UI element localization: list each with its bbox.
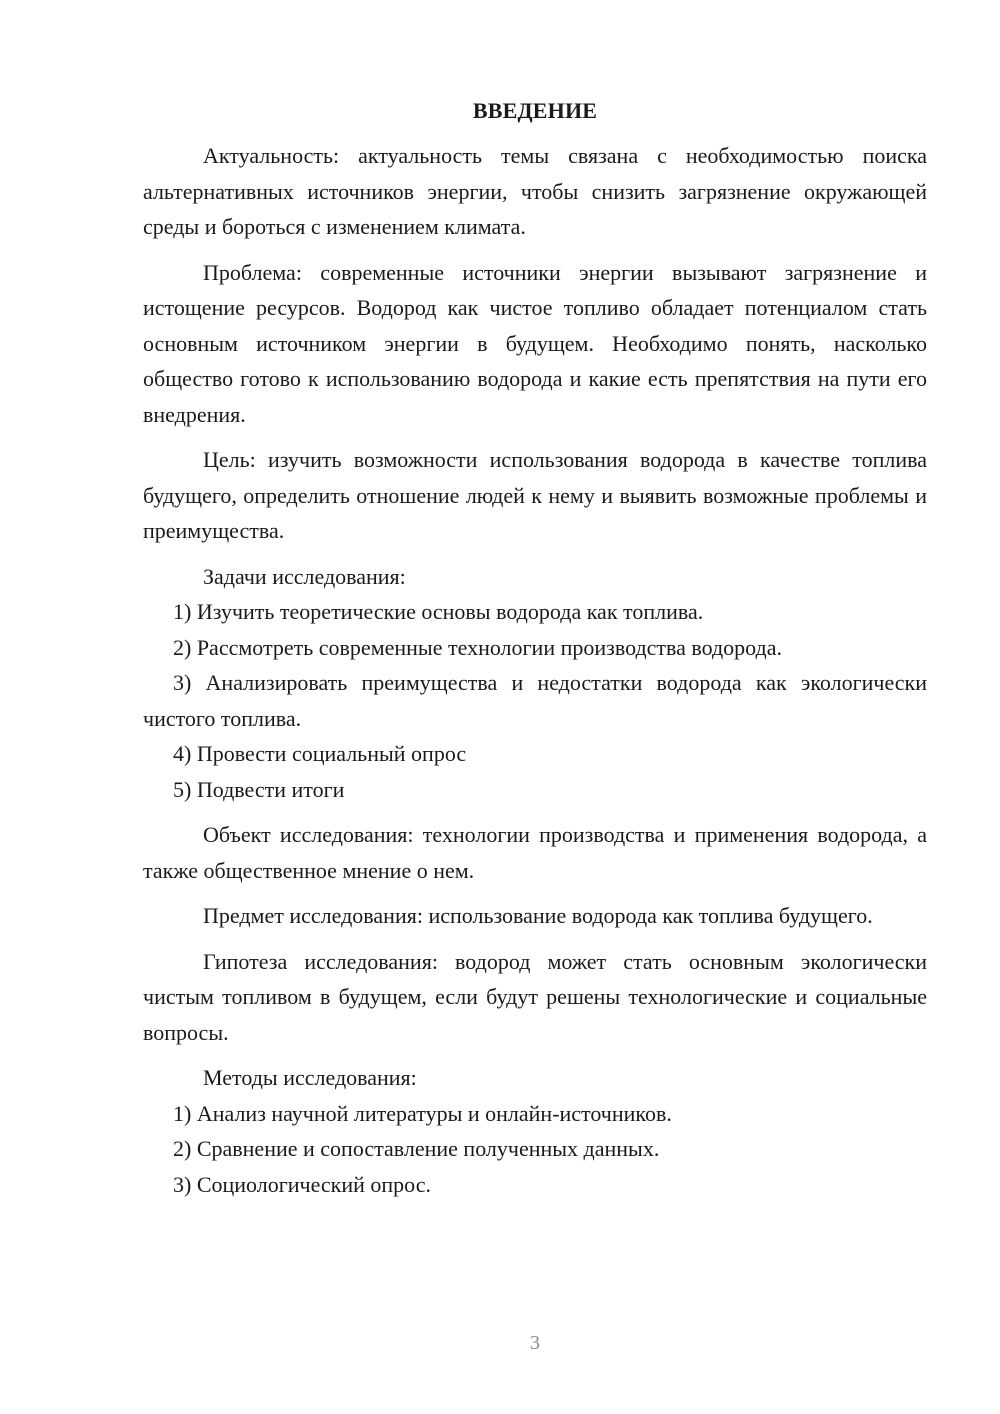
relevance-paragraph: Актуальность: актуальность темы связана с необходимостью поиска альтернативных источников энергии, чтобы снизить загрязнение окружающей среды и бороться с изменением климата. — [143, 143, 927, 239]
method-item-3: 3) Социологический опрос. — [173, 1171, 431, 1197]
object-paragraph: Объект исследования: технологии производства и применения водорода, а также общественное мнение о нем. — [143, 822, 927, 883]
hypothesis-paragraph: Гипотеза исследования: водород может стать основным экологически чистым топливом в будущем, если будут решены технологические и социальные вопросы. — [143, 948, 927, 1045]
page-content — [143, 94, 927, 1202]
problem-paragraph: Проблема: современные источники энергии вызывают загрязнение и истощение ресурсов. Водород как чистое топливо обладает потенциалом стать основным источником энергии в будущем. Необходимо понять, насколько общество готово к использованию водорода и какие есть препятствия на пути его внедрения. — [143, 259, 927, 427]
task-item-2: 2) Рассмотреть современные технологии производства водорода. — [173, 634, 782, 660]
tasks-heading: Задачи исследования: — [203, 563, 406, 589]
task-item-1: 1) Изучить теоретические основы водорода как топлива. — [173, 599, 704, 624]
task-item-4: 4) Провести социальный опрос — [173, 741, 467, 766]
method-item-1: 1) Анализ научной литературы и онлайн-источников. — [173, 1100, 672, 1126]
goal-paragraph: Цель: изучить возможности использования водорода в качестве топлива будущего, определить отношение людей к нему и выявить возможные проблемы и преимущества. — [143, 447, 927, 543]
subject-paragraph: Предмет исследования: использование водорода как топлива будущего. — [203, 903, 873, 928]
method-item-2: 2) Сравнение и сопоставление полученных данных. — [173, 1136, 660, 1161]
page-number: 3 — [530, 1332, 540, 1354]
task-item-3: 3) Анализировать преимущества и недостатки водорода как экологически чистого топлива. — [143, 670, 927, 731]
methods-heading: Методы исследования: — [203, 1065, 417, 1090]
task-item-5: 5) Подвести итоги — [173, 776, 345, 802]
section-title: ВВЕДЕНИЕ — [472, 98, 598, 123]
